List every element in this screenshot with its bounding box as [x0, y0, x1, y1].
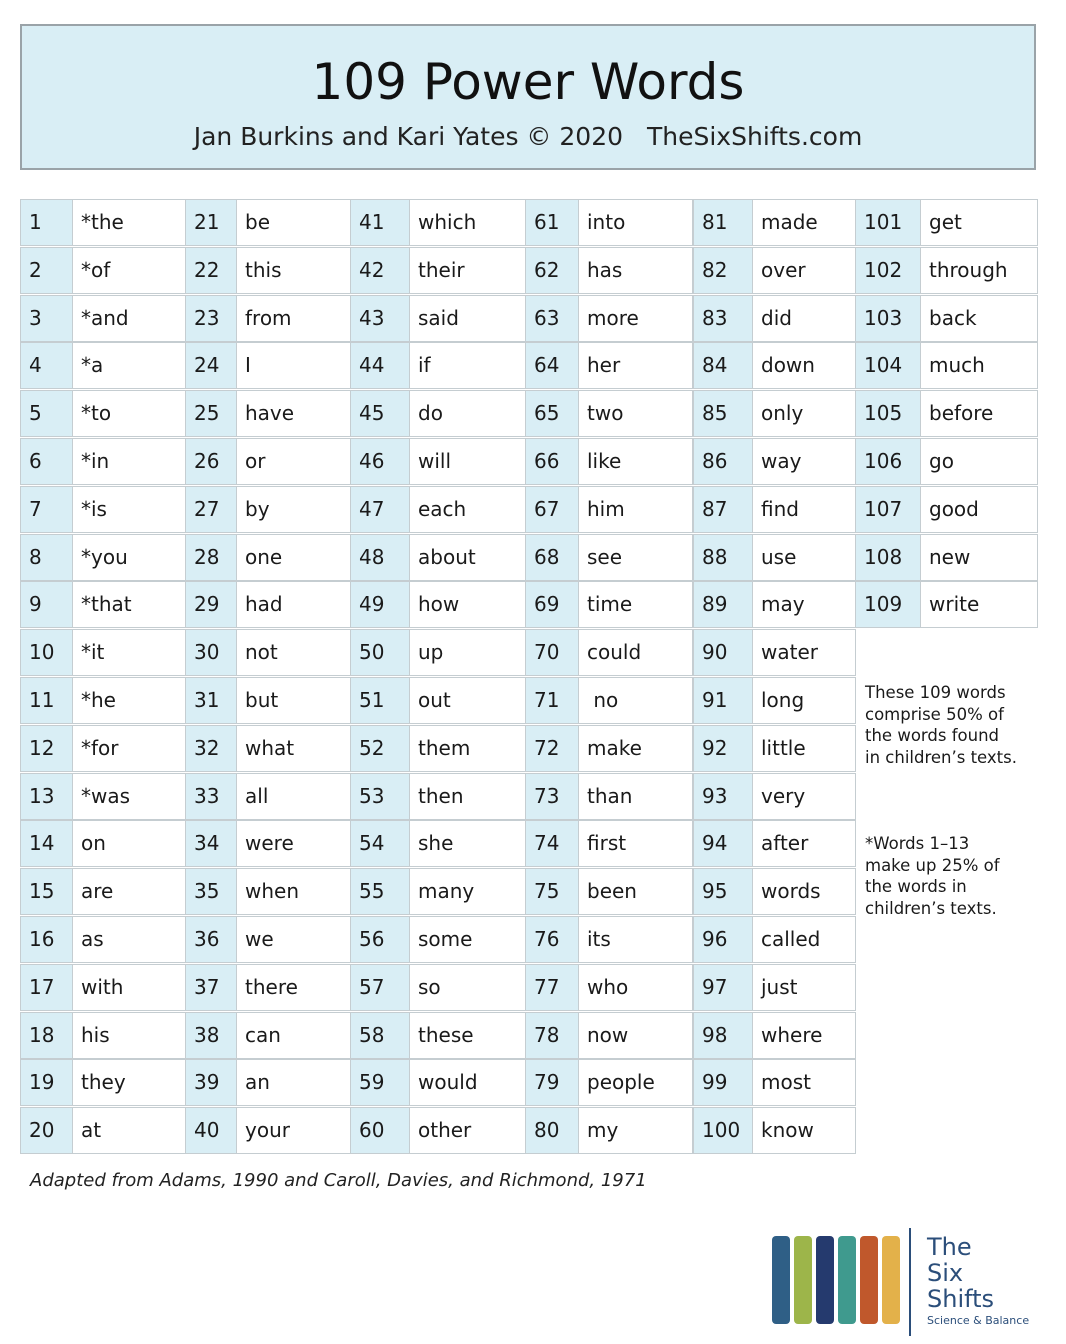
- power-word: him: [578, 486, 693, 533]
- note-line: the words found: [865, 726, 1000, 745]
- word-number: 77: [525, 964, 579, 1011]
- power-word: up: [409, 629, 526, 676]
- logo-bar: [816, 1236, 834, 1324]
- word-number: 7: [20, 486, 73, 533]
- power-word: *a: [72, 342, 186, 389]
- power-word: down: [752, 342, 856, 389]
- word-number: 85: [693, 390, 753, 437]
- power-word: there: [236, 964, 351, 1011]
- power-word: *of: [72, 247, 186, 294]
- power-word: out: [409, 677, 526, 724]
- word-number: 56: [350, 916, 410, 963]
- power-word: long: [752, 677, 856, 724]
- word-number: 15: [20, 868, 73, 915]
- word-number: 30: [185, 629, 237, 676]
- power-word: an: [236, 1059, 351, 1106]
- word-number: 68: [525, 534, 579, 581]
- word-number: 59: [350, 1059, 410, 1106]
- power-word: way: [752, 438, 856, 485]
- word-number: 8: [20, 534, 73, 581]
- word-number: 104: [855, 342, 921, 389]
- power-word: each: [409, 486, 526, 533]
- word-number: 66: [525, 438, 579, 485]
- word-number: 9: [20, 581, 73, 628]
- word-number: 64: [525, 342, 579, 389]
- word-number: 74: [525, 820, 579, 867]
- word-number: 42: [350, 247, 410, 294]
- word-number: 24: [185, 342, 237, 389]
- word-number: 84: [693, 342, 753, 389]
- word-number: 83: [693, 295, 753, 342]
- power-word: which: [409, 199, 526, 246]
- logo-tagline: Science & Balance: [927, 1314, 1030, 1327]
- word-number: 63: [525, 295, 579, 342]
- power-word: like: [578, 438, 693, 485]
- power-word: little: [752, 725, 856, 772]
- power-word: I: [236, 342, 351, 389]
- power-word: when: [236, 868, 351, 915]
- power-word: them: [409, 725, 526, 772]
- subtitle: [22, 120, 1034, 154]
- power-word: or: [236, 438, 351, 485]
- word-number: 11: [20, 677, 73, 724]
- power-word: people: [578, 1059, 693, 1106]
- power-word: some: [409, 916, 526, 963]
- power-word: how: [409, 581, 526, 628]
- power-word: been: [578, 868, 693, 915]
- word-number: 26: [185, 438, 237, 485]
- power-word: she: [409, 820, 526, 867]
- word-number: 76: [525, 916, 579, 963]
- logo-divider: [909, 1228, 911, 1336]
- note-line: comprise 50% of: [865, 704, 1004, 724]
- power-word: all: [236, 773, 351, 820]
- note-twenty-five-percent: [865, 833, 1045, 919]
- word-number: 70: [525, 629, 579, 676]
- word-number: 73: [525, 773, 579, 820]
- power-word: his: [72, 1012, 186, 1059]
- word-number: 54: [350, 820, 410, 867]
- word-number: 4: [20, 342, 73, 389]
- power-word: only: [752, 390, 856, 437]
- word-number: 99: [693, 1059, 753, 1106]
- word-number: 48: [350, 534, 410, 581]
- power-word: use: [752, 534, 856, 581]
- power-word: know: [752, 1107, 856, 1154]
- word-number: 32: [185, 725, 237, 772]
- word-number: 29: [185, 581, 237, 628]
- word-number: 90: [693, 629, 753, 676]
- word-number: 41: [350, 199, 410, 246]
- power-word: two: [578, 390, 693, 437]
- header-banner: [20, 24, 1036, 170]
- power-word: just: [752, 964, 856, 1011]
- power-word: will: [409, 438, 526, 485]
- power-word: as: [72, 916, 186, 963]
- word-number: 65: [525, 390, 579, 437]
- power-word: no: [578, 677, 693, 724]
- power-word: its: [578, 916, 693, 963]
- word-number: 40: [185, 1107, 237, 1154]
- note-line: *Words 1–13: [865, 834, 970, 853]
- power-word: than: [578, 773, 693, 820]
- power-word: had: [236, 581, 351, 628]
- word-number: 46: [350, 438, 410, 485]
- word-number: 13: [20, 773, 73, 820]
- power-word: called: [752, 916, 856, 963]
- source-citation: Adapted from Adams, 1990 and Caroll, Davies, and Richmond, 1971: [30, 1170, 647, 1191]
- power-word: your: [236, 1107, 351, 1154]
- power-word: this: [236, 247, 351, 294]
- power-word: make: [578, 725, 693, 772]
- power-word: *he: [72, 677, 186, 724]
- word-number: 50: [350, 629, 410, 676]
- word-number: 12: [20, 725, 73, 772]
- power-word: if: [409, 342, 526, 389]
- word-number: 6: [20, 438, 73, 485]
- power-word: get: [920, 199, 1038, 246]
- word-number: 107: [855, 486, 921, 533]
- word-number: 45: [350, 390, 410, 437]
- word-number: 89: [693, 581, 753, 628]
- word-number: 21: [185, 199, 237, 246]
- power-word: *that: [72, 581, 186, 628]
- power-word: did: [752, 295, 856, 342]
- power-word: her: [578, 342, 693, 389]
- word-number: 108: [855, 534, 921, 581]
- power-word: through: [920, 247, 1038, 294]
- word-number: 106: [855, 438, 921, 485]
- word-number: 10: [20, 629, 73, 676]
- power-word: my: [578, 1107, 693, 1154]
- word-number: 44: [350, 342, 410, 389]
- power-word: most: [752, 1059, 856, 1106]
- word-number: 52: [350, 725, 410, 772]
- power-word: very: [752, 773, 856, 820]
- power-word: these: [409, 1012, 526, 1059]
- word-number: 27: [185, 486, 237, 533]
- website-link[interactable]: TheSixShifts.com: [647, 122, 863, 151]
- power-word: *is: [72, 486, 186, 533]
- word-number: 95: [693, 868, 753, 915]
- word-number: 33: [185, 773, 237, 820]
- word-number: 38: [185, 1012, 237, 1059]
- word-number: 2: [20, 247, 73, 294]
- word-number: 71: [525, 677, 579, 724]
- word-number: 102: [855, 247, 921, 294]
- power-word: much: [920, 342, 1038, 389]
- word-number: 62: [525, 247, 579, 294]
- word-number: 101: [855, 199, 921, 246]
- power-word: but: [236, 677, 351, 724]
- power-word: water: [752, 629, 856, 676]
- logo-word: Shifts: [927, 1285, 995, 1313]
- word-number: 39: [185, 1059, 237, 1106]
- word-number: 82: [693, 247, 753, 294]
- power-word: new: [920, 534, 1038, 581]
- power-word: can: [236, 1012, 351, 1059]
- word-number: 37: [185, 964, 237, 1011]
- power-word: go: [920, 438, 1038, 485]
- word-number: 57: [350, 964, 410, 1011]
- word-number: 79: [525, 1059, 579, 1106]
- word-number: 25: [185, 390, 237, 437]
- authors-credit: Jan Burkins and Kari Yates © 2020: [193, 122, 623, 151]
- word-number: 61: [525, 199, 579, 246]
- word-number: 23: [185, 295, 237, 342]
- power-word: more: [578, 295, 693, 342]
- word-number: 35: [185, 868, 237, 915]
- power-word: many: [409, 868, 526, 915]
- word-number: 81: [693, 199, 753, 246]
- logo-word: Six: [927, 1259, 964, 1287]
- word-number: 51: [350, 677, 410, 724]
- power-word: back: [920, 295, 1038, 342]
- power-word: first: [578, 820, 693, 867]
- word-number: 55: [350, 868, 410, 915]
- word-number: 5: [20, 390, 73, 437]
- word-number: 103: [855, 295, 921, 342]
- power-word: do: [409, 390, 526, 437]
- power-word: *for: [72, 725, 186, 772]
- page-title: 109 Power Words: [311, 53, 745, 111]
- logo-word: The: [927, 1233, 972, 1261]
- word-number: 28: [185, 534, 237, 581]
- word-number: 88: [693, 534, 753, 581]
- word-number: 92: [693, 725, 753, 772]
- word-number: 94: [693, 820, 753, 867]
- power-word: made: [752, 199, 856, 246]
- power-word: have: [236, 390, 351, 437]
- logo-bar: [882, 1236, 900, 1324]
- power-word: has: [578, 247, 693, 294]
- power-word: now: [578, 1012, 693, 1059]
- power-word: *the: [72, 199, 186, 246]
- power-word: over: [752, 247, 856, 294]
- power-word: on: [72, 820, 186, 867]
- power-word: we: [236, 916, 351, 963]
- power-word: after: [752, 820, 856, 867]
- word-number: 17: [20, 964, 73, 1011]
- power-word: before: [920, 390, 1038, 437]
- word-number: 58: [350, 1012, 410, 1059]
- power-word: *and: [72, 295, 186, 342]
- word-number: 20: [20, 1107, 73, 1154]
- word-number: 98: [693, 1012, 753, 1059]
- power-word: *you: [72, 534, 186, 581]
- word-number: 67: [525, 486, 579, 533]
- word-number: 86: [693, 438, 753, 485]
- word-number: 1: [20, 199, 73, 246]
- word-number: 47: [350, 486, 410, 533]
- note-line: These 109 words: [865, 683, 1006, 702]
- word-number: 91: [693, 677, 753, 724]
- note-line: in children’s texts.: [865, 747, 1017, 767]
- six-shifts-logo: [770, 1226, 1060, 1338]
- power-word: would: [409, 1059, 526, 1106]
- power-word: so: [409, 964, 526, 1011]
- power-word: *it: [72, 629, 186, 676]
- word-number: 19: [20, 1059, 73, 1106]
- power-word: time: [578, 581, 693, 628]
- word-number: 80: [525, 1107, 579, 1154]
- word-number: 43: [350, 295, 410, 342]
- word-number: 49: [350, 581, 410, 628]
- word-number: 14: [20, 820, 73, 867]
- word-number: 31: [185, 677, 237, 724]
- word-number: 78: [525, 1012, 579, 1059]
- note-line: the words in: [865, 877, 967, 896]
- word-number: 22: [185, 247, 237, 294]
- power-word: were: [236, 820, 351, 867]
- note-line: make up 25% of: [865, 855, 1000, 875]
- word-number: 3: [20, 295, 73, 342]
- word-number: 97: [693, 964, 753, 1011]
- power-word: *was: [72, 773, 186, 820]
- power-word: not: [236, 629, 351, 676]
- power-word: into: [578, 199, 693, 246]
- power-word: other: [409, 1107, 526, 1154]
- logo-bar: [838, 1236, 856, 1324]
- word-number: 18: [20, 1012, 73, 1059]
- power-word: find: [752, 486, 856, 533]
- word-number: 87: [693, 486, 753, 533]
- word-number: 72: [525, 725, 579, 772]
- power-word: their: [409, 247, 526, 294]
- power-word: one: [236, 534, 351, 581]
- power-word: at: [72, 1107, 186, 1154]
- word-number: 100: [693, 1107, 753, 1154]
- power-word: what: [236, 725, 351, 772]
- word-number: 69: [525, 581, 579, 628]
- power-word: could: [578, 629, 693, 676]
- power-word: they: [72, 1059, 186, 1106]
- word-number: 109: [855, 581, 921, 628]
- word-number: 93: [693, 773, 753, 820]
- power-word: with: [72, 964, 186, 1011]
- word-number: 96: [693, 916, 753, 963]
- power-word: see: [578, 534, 693, 581]
- power-word: good: [920, 486, 1038, 533]
- power-word: words: [752, 868, 856, 915]
- logo-bar: [860, 1236, 878, 1324]
- word-number: 34: [185, 820, 237, 867]
- word-number: 36: [185, 916, 237, 963]
- word-number: 53: [350, 773, 410, 820]
- power-word: may: [752, 581, 856, 628]
- word-number: 105: [855, 390, 921, 437]
- power-word: said: [409, 295, 526, 342]
- power-word: from: [236, 295, 351, 342]
- logo-wordmark: [927, 1234, 994, 1312]
- logo-bar: [772, 1236, 790, 1324]
- word-number: 60: [350, 1107, 410, 1154]
- power-word: write: [920, 581, 1038, 628]
- power-word: *in: [72, 438, 186, 485]
- note-line: children’s texts.: [865, 898, 997, 918]
- word-number: 16: [20, 916, 73, 963]
- logo-bar: [794, 1236, 812, 1324]
- power-word: are: [72, 868, 186, 915]
- power-word: who: [578, 964, 693, 1011]
- power-word: where: [752, 1012, 856, 1059]
- power-word: then: [409, 773, 526, 820]
- power-word: by: [236, 486, 351, 533]
- power-word: *to: [72, 390, 186, 437]
- power-word: about: [409, 534, 526, 581]
- power-word: be: [236, 199, 351, 246]
- note-fifty-percent: [865, 682, 1045, 768]
- word-number: 75: [525, 868, 579, 915]
